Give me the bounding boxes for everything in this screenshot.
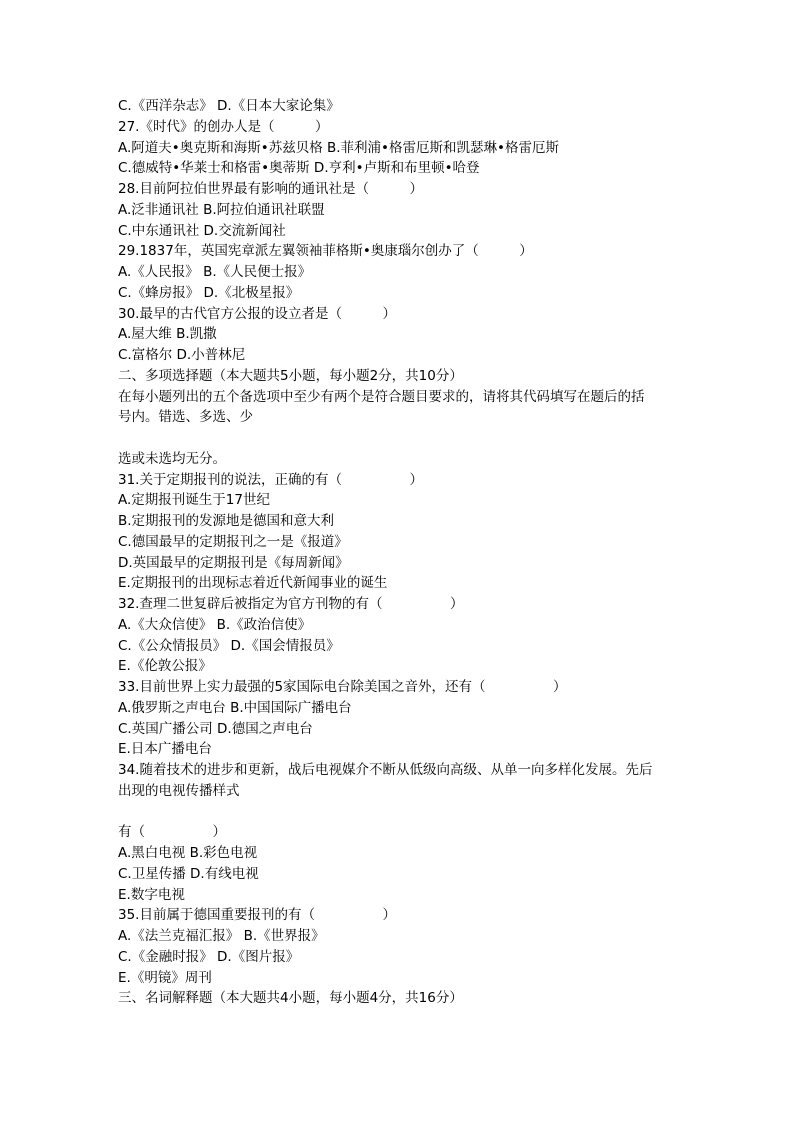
question-30: 30.最早的古代官方公报的设立者是（ ）	[118, 305, 396, 322]
question-32: 32.查理二世复辟后被指定为官方刊物的有（ ）	[118, 596, 464, 612]
option-line: C.富格尔 D.小普林尼	[118, 347, 246, 363]
option-line: E.《明镜》周刊	[118, 969, 212, 986]
section-instructions: 选或未选均无分。	[118, 450, 226, 467]
question-34-continued: 有（ ）	[118, 824, 226, 841]
option-line: B.定期报刊的发源地是德国和意大利	[118, 513, 335, 529]
option-line: C.《西洋杂志》 D.《日本大家论集》	[118, 98, 340, 114]
option-line: A.泛非通讯社 B.阿拉伯通讯社联盟	[118, 201, 325, 218]
question-31: 31.关于定期报刊的说法，正确的有（ ）	[118, 471, 423, 488]
option-line: D.英国最早的定期报刊是《每周新闻》	[118, 554, 349, 571]
question-27: 27.《时代》的创办人是（ ）	[118, 118, 329, 135]
option-line: A.《大众信使》 B.《政治信使》	[118, 616, 312, 633]
option-line: E.定期报刊的出现标志着近代新闻事业的诞生	[118, 575, 388, 592]
option-line: E.数字电视	[118, 886, 185, 903]
option-line: C.《公众情报员》 D.《国会情报员》	[118, 637, 340, 654]
question-35: 35.目前属于德国重要报刊的有（ ）	[118, 907, 396, 924]
blank-line	[118, 428, 688, 449]
question-29: 29.1837年，英国宪章派左翼领袖菲格斯•奥康瑙尔创办了（ ）	[118, 243, 533, 260]
option-line: A.阿道夫•奥克斯和海斯•苏兹贝格 B.菲利浦•格雷厄斯和凯瑟琳•格雷厄斯	[118, 139, 559, 156]
option-line: C.中东通讯社 D.交流新闻社	[118, 222, 286, 239]
option-line: E.《伦敦公报》	[118, 658, 212, 675]
option-line: C.英国广播公司 D.德国之声电台	[118, 720, 313, 737]
option-line: A.俄罗斯之声电台 B.中国国际广播电台	[118, 699, 352, 716]
blank-line	[118, 802, 688, 823]
option-line: A.黑白电视 B.彩色电视	[118, 845, 258, 861]
option-line: C.《蜂房报》 D.《北极星报》	[118, 284, 300, 301]
section-heading-term-explanation: 三、名词解释题（本大题共4小题，每小题4分，共16分）	[118, 990, 463, 1007]
section-instructions: 号内。错选、多选、少	[118, 409, 253, 426]
question-34: 34.随着技术的进步和更新，战后电视媒介不断从低级向高级、从单一向多样化发展。先后	[118, 762, 653, 778]
question-28: 28.目前阿拉伯世界最有影响的通讯社是（ ）	[118, 181, 423, 197]
option-line: C.《金融时报》 D.《图片报》	[118, 948, 300, 965]
option-line: A.《人民报》 B.《人民便士报》	[118, 264, 312, 280]
option-line: E.日本广播电台	[118, 741, 212, 758]
document-page	[118, 96, 688, 1009]
option-line: A.屋大维 B.凯撒	[118, 326, 217, 343]
option-line: A.定期报刊诞生于17世纪	[118, 492, 270, 509]
question-34-continued: 出现的电视传播样式	[118, 782, 240, 799]
option-line: C.德威特•华莱士和格雷•奥蒂斯 D.亨利•卢斯和布里顿•哈登	[118, 160, 480, 177]
section-heading-multiple-choice: 二、多项选择题（本大题共5小题，每小题2分，共10分）	[118, 367, 463, 384]
option-line: C.卫星传播 D.有线电视	[118, 865, 259, 882]
option-line: A.《法兰克福汇报》 B.《世界报》	[118, 928, 325, 944]
question-33: 33.目前世界上实力最强的5家国际电台除美国之音外，还有（ ）	[118, 679, 567, 695]
option-line: C.德国最早的定期报刊之一是《报道》	[118, 533, 348, 550]
section-instructions: 在每小题列出的五个备选项中至少有两个是符合题目要求的，请将其代码填写在题后的括	[118, 388, 645, 405]
